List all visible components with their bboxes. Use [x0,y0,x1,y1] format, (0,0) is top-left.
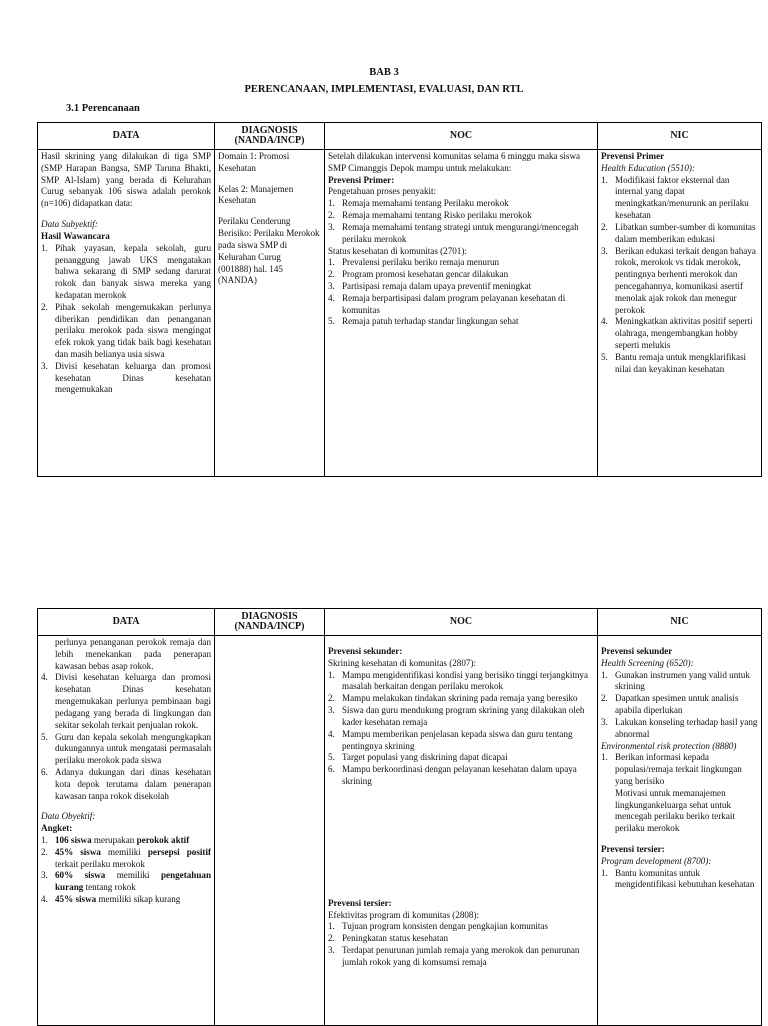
diagnosis-class: Kelas 2: Manajemen Kesehatan [218,183,294,206]
data-continuation: perlunya penanganan perokok remaja dan lebih menekankan pada penerapan kawasan bebas asap rokok. [55,637,211,671]
list-item: 3. Lakukan konseling terhadap hasil yang abnormal [601,716,758,739]
data-objective-label: Data Obyektif: [41,811,96,822]
chapter-subtitle: PERENCANAAN, IMPLEMENTASI, EVALUASI, DAN RTL [244,84,524,95]
list-item: 1. Berikan informasi kepada populasi/remaja terkait lingkungan yang berisiko [601,752,742,786]
list-item: 1. Gunakan instrumen yang valid untuk skrining [601,669,750,692]
list-item: 6. Mampu berkoordinasi dengan pelayanan kesehatan dalam upaya skrining [328,764,577,786]
nic-secondary-heading: Prevensi sekunder [601,646,673,656]
column-header-diagnosis: DIAGNOSIS (NANDA/INCP) [215,609,325,636]
list-item: 6. Adanya dukungan dari dinas kesehatan kota depok terutama dalam penerapan kawasan tanpa rokok disekolah [41,766,211,801]
data-cell [38,636,215,1026]
list-item: 1. Pihak yayasan, kepala sekolah, guru penanggung jawab UKS mengatakan bahwa sekarang di SMP sedang darurat rokok dan banyak siswa mereka yang kedapatan merokok [41,242,211,300]
list-item: 1. Prevalensi perilaku beriko remaja menurun [328,257,500,268]
list-item: 1. Tujuan program konsisten dengan pengkajian komunitas [328,921,549,932]
noc-screening-label: Skrining kesehatan di komunitas (2807): [328,657,477,668]
noc-intro: Setelah dilakukan intervensi komunitas selama 6 minggu maka siswa SMP Cimanggis Depok mampu untuk melakukan: [328,151,581,173]
list-item: 2. Program promosi kesehatan gencar dilakukan [328,269,509,280]
list-item: 3. Terdapat penurunan jumlah remaja yang merokok dan penurunan jumlah rokok yang di komsumsi remaja [328,945,580,967]
planning-table-page-1 [37,122,762,477]
list-item: 1. Modifikasi faktor eksternal dan internal yang dapat meningkatkan/menurunk an perilaku kesehatan [601,174,749,221]
nic-program-development-label: Program development (8700): [601,855,712,866]
data-intro: Hasil skrining yang dilakukan di tiga SMP (SMP Harapan Bangsa, SMP Taruna Bhakti, SMP Al-Islam) yang berada di Kelurahan Curug sebanyak 106 siswa adalah perokok (n=106) didapatkan data: [41,151,211,209]
nic-environmental-risk-label: Environmental risk protection (8880) [601,740,737,751]
list-item: 1. 106 siswa merupakan perokok aktif [41,835,190,845]
column-header-nic: NIC [598,123,762,150]
interview-results-heading: Hasil Wawancara [41,230,110,241]
list-item: 3. Partisipasi remaja dalam upaya preventif meningkat [328,280,532,291]
list-item: 2. 45% siswa memiliki persepsi positif terkait perilaku merokok [41,846,211,869]
diagnosis-statement: Perilaku Cenderung Berisiko: Perilaku Merokok pada siswa SMP di Kelurahan Curug [218,216,320,262]
list-item: 2. Libatkan sumber-sumber di komunitas dalam memberikan edukasi [601,221,756,244]
list-item: 2. Pihak sekolah mengemukakan perlunya diberikan pendidikan dan penanganan perilaku merokok pada siswa mengingat efek rokok yang tidak baik bagi kesehatan dan masih belianya usia siswa [41,301,211,359]
noc-cell [325,150,598,477]
nic-cell [598,150,762,477]
chapter-title: BAB 3 [369,67,399,78]
nic-cell [598,636,762,1026]
noc-program-effectiveness-label: Efektivitas program di komunitas (2808): [328,909,480,920]
noc-knowledge-label: Pengetahuan proses penyakit: [328,186,437,197]
list-item: 2. Dapatkan spesimen untuk analisis apabila diperlukan [601,693,739,716]
questionnaire-heading: Angket: [41,823,73,834]
nic-environment-continuation: Motivasi untuk memanajemen lingkungankeluarga sehat untuk mencegah perilaku beriko terkait perilaku merokok [615,787,735,834]
column-header-noc: NOC [325,123,598,150]
section-heading: 3.1 Perencanaan [66,103,140,114]
diagnosis-cell [215,636,325,1026]
column-header-noc: NOC [325,609,598,636]
list-item: 4. Remaja berpartisipasi dalam program pelayanan kesehatan di komunitas [328,292,566,315]
list-item: 5. Target populasi yang diskrining dapat dicapai [328,752,508,763]
column-header-diagnosis: DIAGNOSIS (NANDA/INCP) [215,123,325,150]
data-cell [38,150,215,477]
diagnosis-domain: Domain 1: Promosi Kesehatan [218,151,290,173]
planning-table-page-2 [37,608,762,1026]
list-item: 4. Divisi kesehatan keluarga dan promosi kesehatan Dinas kesehatan mengemukakan perlunya pembinaan bagi pedagang yang berada di lingkungan dan sekitar sekolah terkait penjualan rokok. [41,672,211,730]
list-item: 5. Bantu remaja untuk mengklarifikasi nilai dan keyakinan kesehatan [601,351,747,374]
list-item: 4. Mampu memberikan penjelasan kepada siswa dan guru tentang pentingnya skrining [328,728,573,751]
list-item: 4. Meningkatkan aktivitas positif seperti olahraga, mengembangkan hobby seperti melukis [601,316,753,350]
list-item: 3. Divisi kesehatan keluarga dan promosi kesehatan Dinas kesehatan mengemukakan [41,360,211,395]
nic-health-screening-label: Health Screening (6520): [601,657,694,668]
list-item: 2. Remaja memahami tentang Risko perilaku merokok [328,210,532,221]
noc-secondary-heading: Prevensi sekunder: [328,646,403,656]
diagnosis-cell [215,150,325,477]
data-subjective-label: Data Subyektif: [41,219,98,230]
list-item: 1. Mampu mengidentifikasi kondisi yang berisiko tinggi terjangkitnya masalah berkaitan dengan perilaku merokok [328,669,588,692]
list-item: 1. Bantu komunitas untuk mengidentifikasi kebutuhan kesehatan [601,867,755,890]
list-item: 3. 60% siswa memiliki pengetahuan kurang tentang rokok [41,870,211,893]
noc-status-label: Status kesehatan di komunitas (2701): [328,245,467,256]
list-item: 3. Berikan edukasi terkait dengan bahaya rokok, merokok vs tidak merokok, pentingnya berhenti merokok dan pencegahannya, komunikasi asertif menolak ajak rokok dan menegur perokok [601,245,756,315]
list-item: 5. Remaja patuh terhadap standar lingkungan sehat [328,316,519,327]
list-item: 5. Guru dan kepala sekolah mengungkapkan dukungannya untuk mengatasi permasalah perilaku merokok pada siswa [41,731,211,766]
list-item: 4. 45% siswa memiliki sikap kurang [41,894,181,905]
noc-cell [325,636,598,1026]
column-header-data: DATA [38,609,215,636]
list-item: 1. Remaja memahami tentang Perilaku merokok [328,198,509,209]
list-item: 2. Peningkatan status kesehatan [328,933,449,944]
noc-primary-heading: Prevensi Primer: [328,174,395,185]
diagnosis-code: (001888) hal. 145 (NANDA) [218,263,283,286]
column-header-data: DATA [38,123,215,150]
nic-primary-heading: Prevensi Primer [601,151,665,161]
list-item: 3. Remaja memahami tentang strategi untuk mengurangi/mencegah perilaku merokok [328,221,579,244]
nic-tertiary-heading: Prevensi tersier: [601,844,665,854]
list-item: 3. Siswa dan guru mendukung program skrining yang dilakukan oleh kader kesehatan remaja [328,705,585,727]
list-item: 2. Mampu melakukan tindakan skrining pada remaja yang beresiko [328,693,578,704]
nic-health-education-label: Health Education (5510): [601,162,695,173]
column-header-nic: NIC [598,609,762,636]
noc-tertiary-heading: Prevensi tersier: [328,897,392,908]
